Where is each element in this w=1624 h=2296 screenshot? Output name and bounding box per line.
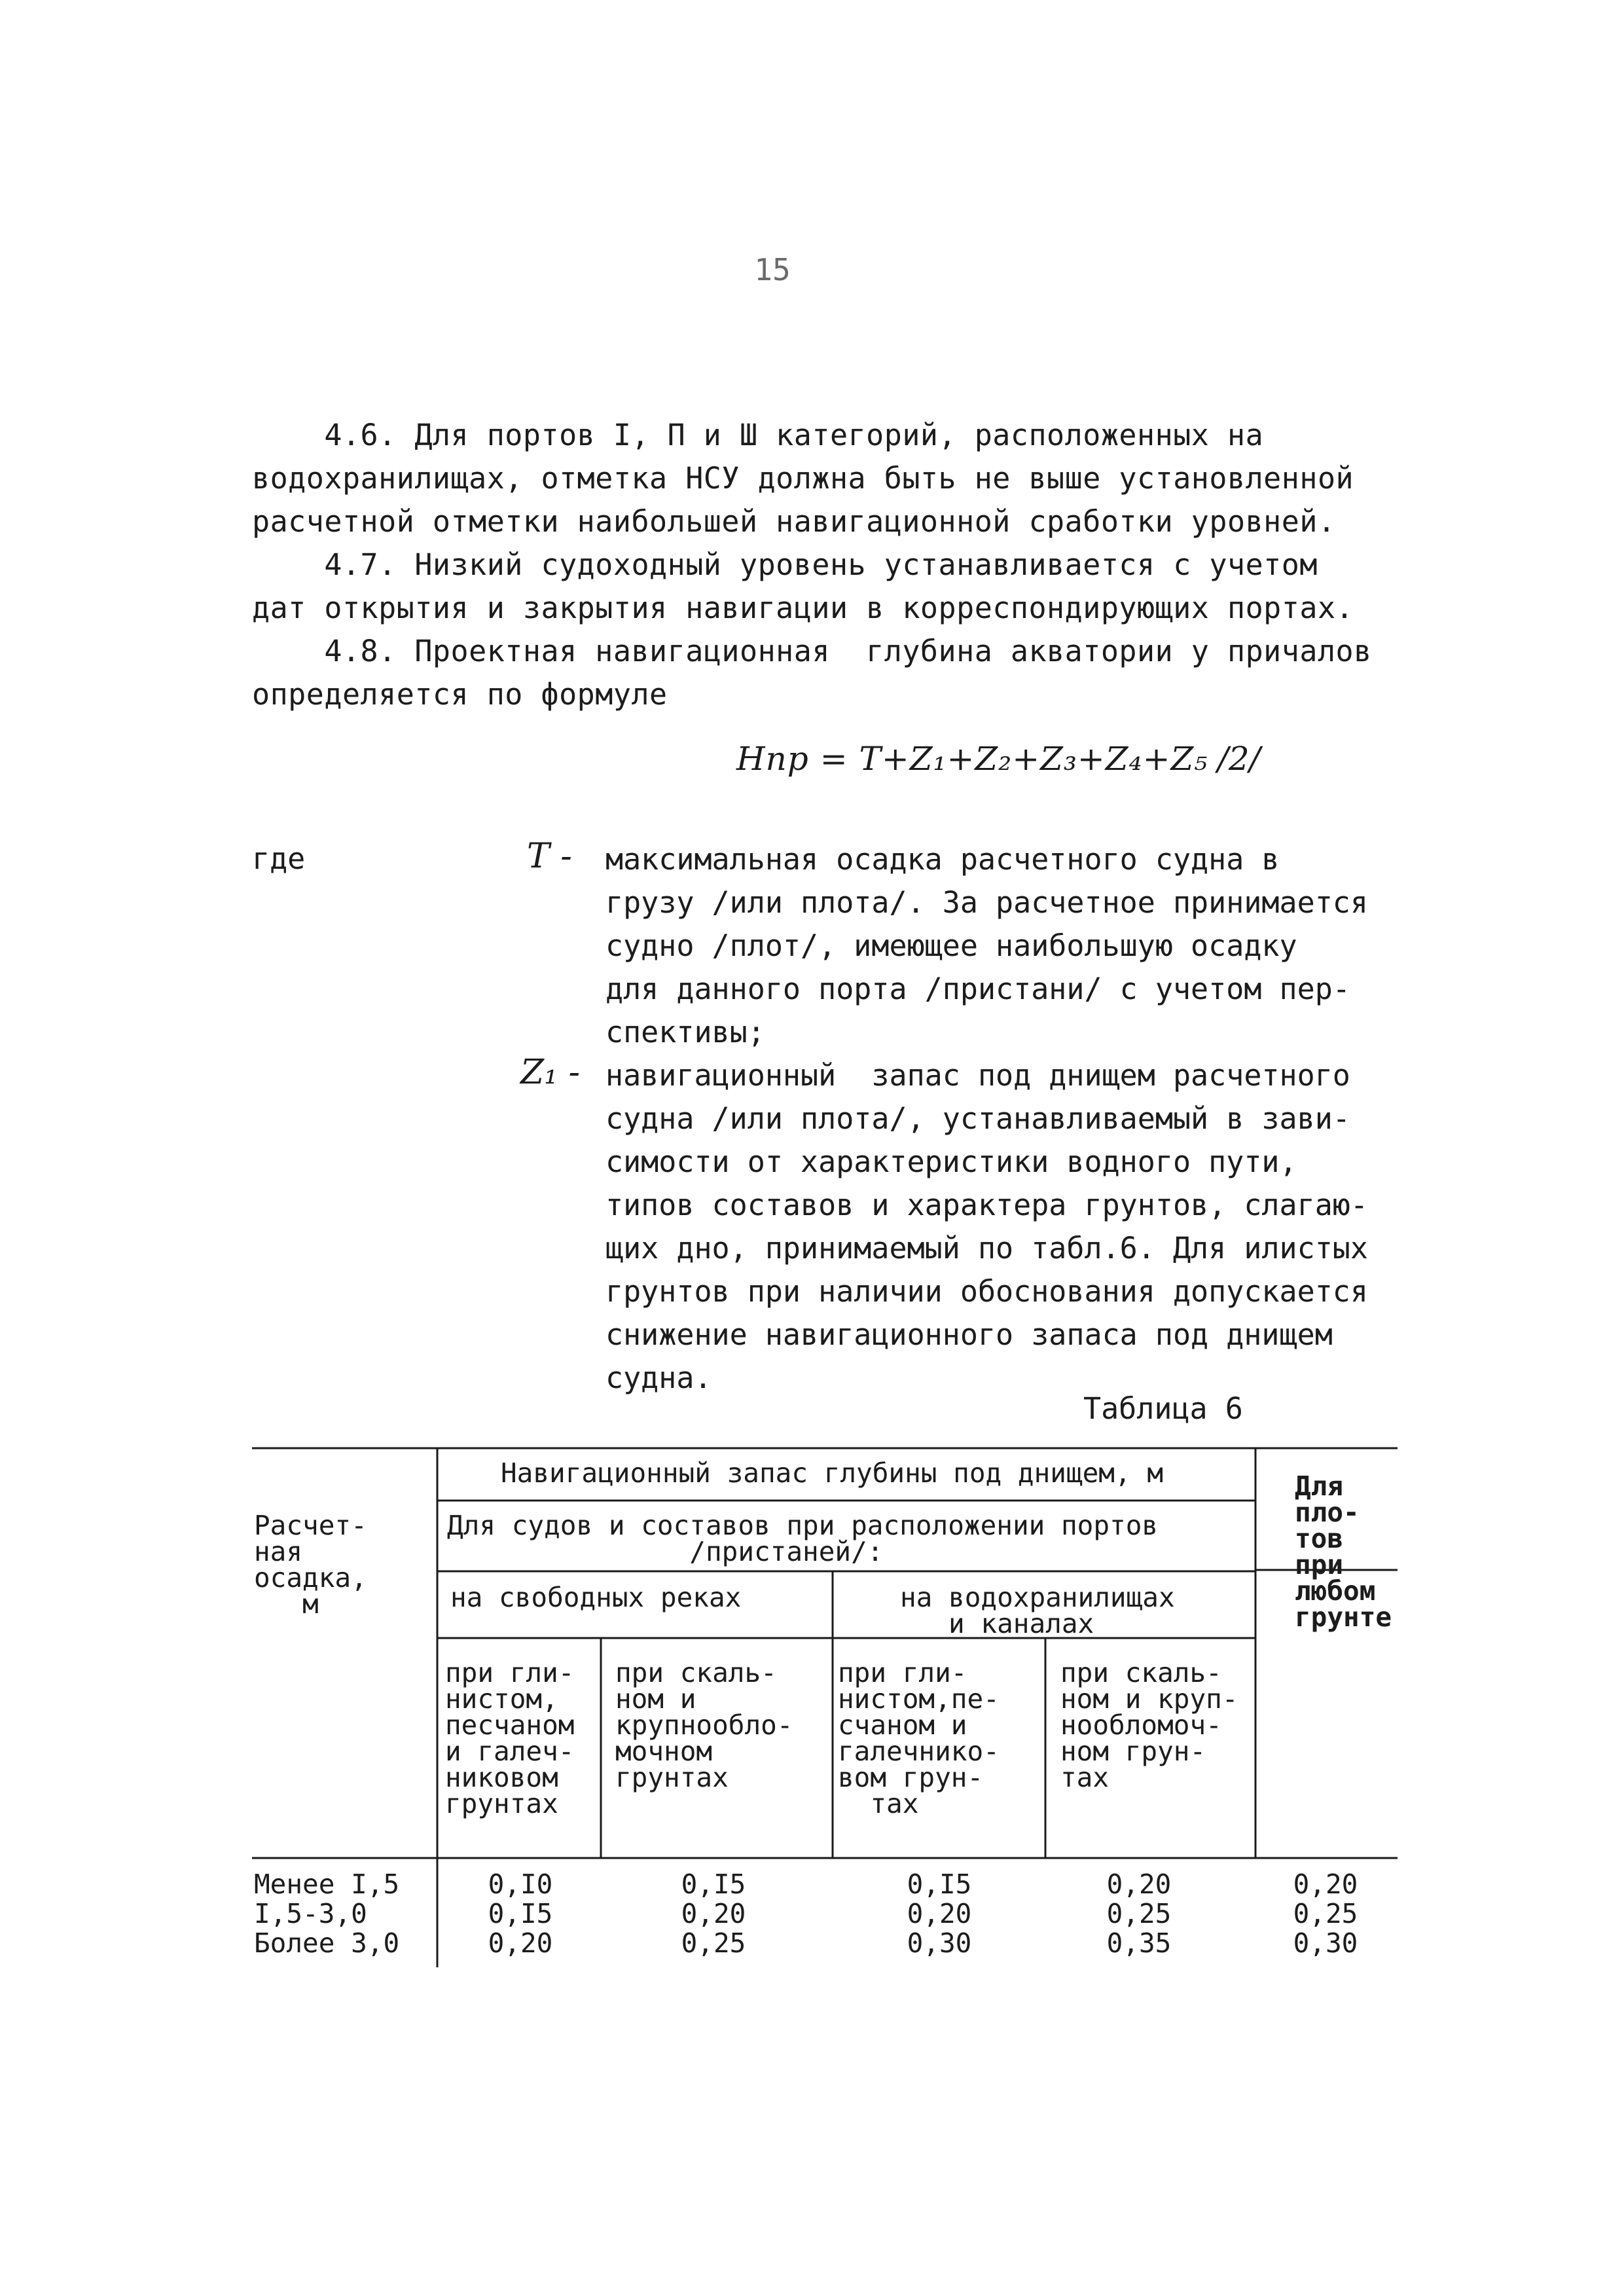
- subheader-free-clay: при гли- нистом, песчаном и галеч- никовом грунтах: [445, 1657, 575, 1819]
- cell-value: 0,30: [1293, 1927, 1358, 1959]
- header-rafts: Для пло- тов при любом грунте: [1295, 1470, 1392, 1633]
- cell-value: 0,20: [488, 1927, 553, 1959]
- paragraph-4-7: 4.7. Низкий судоходный уровень устанавливается с учетом дат открытия и закрытия навигации в корреспондирующих портах.: [252, 547, 1354, 625]
- cell-value: 0,I5: [681, 1868, 746, 1900]
- symbol-t: T -: [527, 837, 572, 876]
- paragraph-4-8: 4.8. Проектная навигационная глубина акватории у причалов определяется по формуле: [252, 634, 1372, 712]
- cell-value: 0,20: [907, 1898, 972, 1929]
- cell-value: 0,25: [681, 1927, 746, 1959]
- table-caption: Таблица 6: [1083, 1391, 1243, 1426]
- row-draft: I,5-3,0: [254, 1898, 367, 1929]
- header-draft: Расчет- ная осадка, м: [254, 1510, 367, 1620]
- cell-value: 0,25: [1293, 1898, 1358, 1929]
- row-draft: Менее I,5: [254, 1868, 400, 1900]
- definition-t: максимальная осадка расчетного судна в грузу /или плота/. За расчетное принимается судно /плот/, имеющее наибольшую осадку для данного порта /пристани/ с учетом пер- спективы;: [605, 842, 1368, 1049]
- cell-value: 0,20: [681, 1898, 746, 1929]
- header-free-rivers: на свободных реках: [450, 1582, 742, 1613]
- cell-value: 0,20: [1106, 1868, 1172, 1900]
- subheader-reservoir-rock: при скаль- ном и круп- нообломоч- ном грун- тах: [1060, 1657, 1238, 1793]
- page-number: 15: [754, 252, 791, 287]
- symbol-z1: Z₁ -: [520, 1053, 581, 1092]
- subheader-reservoir-clay: при гли- нистом,пе- счаном и галечнико- вом грун- тах: [838, 1657, 1000, 1819]
- cell-value: 0,I5: [907, 1868, 972, 1900]
- formula: Hпр = T+Z₁+Z₂+Z₃+Z₄+Z₅: [736, 740, 1208, 778]
- definition-z1: навигационный запас под днищем расчетного судна /или плота/, устанавливаемый в зави- симости от характеристики водного пути, типов составов и характера грунтов, слагаю- щих дно, принимаемый по табл.6. Для илистых грунтов при наличии обоснования допускается снижение навигационного запаса под днищем судна.: [605, 1058, 1368, 1395]
- where-label: где: [252, 841, 306, 876]
- cell-value: 0,I5: [488, 1898, 553, 1929]
- cell-value: 0,35: [1106, 1927, 1172, 1959]
- header-vessels: Для судов и составов при расположении портов /пристаней/:: [447, 1510, 1159, 1567]
- header-main: Навигационный запас глубины под днищем, м: [501, 1457, 1164, 1489]
- cell-value: 0,20: [1293, 1868, 1358, 1900]
- paragraph-4-6: 4.6. Для портов I, П и Ш категорий, расположенных на водохранилищах, отметка НСУ должна быть не выше установленной расчетной отметки наибольшей навигационной сработки уровней.: [252, 418, 1354, 539]
- cell-value: 0,25: [1106, 1898, 1172, 1929]
- cell-value: 0,I0: [488, 1868, 553, 1900]
- header-reservoirs: на водохранилищах и каналах: [900, 1582, 1175, 1639]
- row-draft: Более 3,0: [254, 1927, 400, 1959]
- cell-value: 0,30: [907, 1927, 972, 1959]
- formula-number: /2/: [1218, 740, 1261, 778]
- subheader-free-rock: при скаль- ном и крупнообло- мочном грунтах: [615, 1657, 793, 1793]
